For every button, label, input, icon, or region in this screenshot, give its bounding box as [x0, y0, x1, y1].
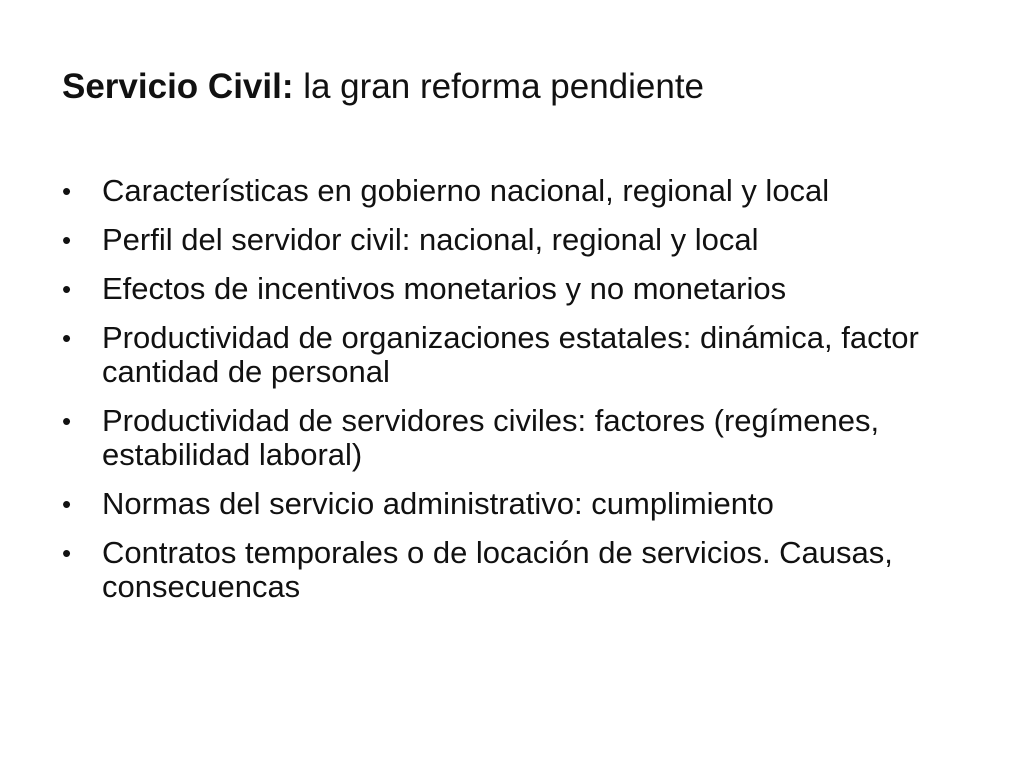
bullet-icon: • — [62, 406, 72, 436]
list-item — [62, 174, 982, 208]
bullet-text: Perfil del servidor civil: nacional, regional y local — [102, 222, 759, 257]
slide-title — [62, 64, 962, 110]
bullet-icon: • — [62, 274, 72, 304]
bullet-text: Productividad de servidores civiles: factores (regímenes, estabilidad laboral) — [102, 403, 880, 472]
bullet-text: Contratos temporales o de locación de servicios. Causas, consecuencas — [102, 535, 893, 604]
bullet-text: Productividad de organizaciones estatales: dinámica, factor cantidad de personal — [102, 320, 919, 389]
list-item — [62, 321, 982, 389]
bullet-text: Características en gobierno nacional, regional y local — [102, 173, 830, 208]
list-item — [62, 487, 982, 521]
list-item — [62, 223, 982, 257]
list-item — [62, 404, 982, 472]
bullet-list — [62, 174, 982, 619]
list-item — [62, 272, 982, 306]
slide-title-bold: Servicio Civil: — [62, 67, 294, 106]
bullet-icon: • — [62, 489, 72, 519]
bullet-icon: • — [62, 538, 72, 568]
bullet-icon: • — [62, 225, 72, 255]
bullet-text: Efectos de incentivos monetarios y no monetarios — [102, 271, 787, 306]
bullet-text: Normas del servicio administrativo: cumplimiento — [102, 486, 774, 521]
slide-title-rest: la gran reforma pendiente — [293, 67, 705, 106]
list-item — [62, 536, 982, 604]
bullet-icon: • — [62, 176, 72, 206]
bullet-icon: • — [62, 323, 72, 353]
